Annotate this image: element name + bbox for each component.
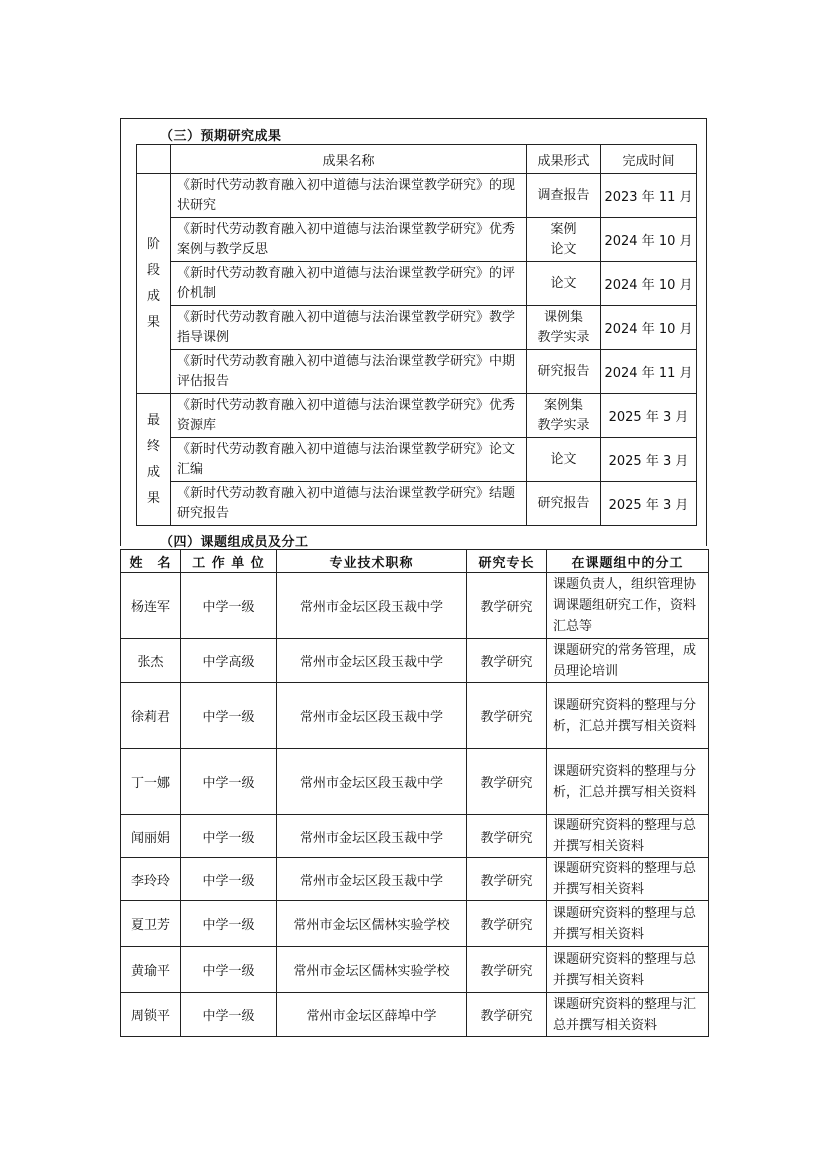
member-division: 课题研究的常务管理，成员理论培训 — [547, 639, 709, 683]
member-unit: 常州市金坛区段玉裁中学 — [277, 683, 467, 749]
member-specialty: 教学研究 — [467, 815, 547, 858]
member-unit: 常州市金坛区薛埠中学 — [277, 993, 467, 1037]
result-time: 2024 年 11 月 — [601, 350, 697, 394]
member-division: 课题研究资料的整理与总并撰写相关资料 — [547, 815, 709, 858]
results-header-cell — [137, 145, 171, 174]
member-unit: 常州市金坛区段玉裁中学 — [277, 815, 467, 858]
section3-title: （三）预期研究成果 — [160, 129, 282, 144]
member-division: 课题研究资料的整理与分析，汇总并撰写相关资料 — [547, 683, 709, 749]
member-unit: 常州市金坛区段玉裁中学 — [277, 573, 467, 639]
result-time: 2024 年 10 月 — [601, 262, 697, 306]
member-division: 课题研究资料的整理与汇总并撰写相关资料 — [547, 993, 709, 1037]
header-name: 姓 名 — [121, 550, 181, 573]
member-title: 中学一级 — [181, 573, 277, 639]
result-form: 研究报告 — [527, 482, 601, 526]
results-header-cell: 完成时间 — [601, 145, 697, 174]
member-name: 黄瑜平 — [121, 947, 181, 993]
member-specialty: 教学研究 — [467, 858, 547, 901]
results-row — [137, 306, 697, 350]
results-row — [137, 350, 697, 394]
result-form: 调查报告 — [527, 174, 601, 218]
member-specialty: 教学研究 — [467, 901, 547, 947]
results-row — [137, 218, 697, 262]
result-name: 《新时代劳动教育融入初中道德与法治课堂教学研究》中期评估报告 — [171, 350, 527, 394]
results-table — [136, 144, 697, 526]
member-name: 闻丽娟 — [121, 815, 181, 858]
result-name: 《新时代劳动教育融入初中道德与法治课堂教学研究》的现状研究 — [171, 174, 527, 218]
member-name: 李玲玲 — [121, 858, 181, 901]
result-name: 《新时代劳动教育融入初中道德与法治课堂教学研究》论文汇编 — [171, 438, 527, 482]
member-unit: 常州市金坛区段玉裁中学 — [277, 749, 467, 815]
member-row — [121, 683, 709, 749]
member-unit: 常州市金坛区儒林实验学校 — [277, 901, 467, 947]
member-title: 中学一级 — [181, 683, 277, 749]
header-unit: 专业技术职称 — [277, 550, 467, 573]
member-name: 徐莉君 — [121, 683, 181, 749]
result-form: 论文 — [527, 262, 601, 306]
member-division: 课题负责人，组织管理协调课题组研究工作，资料汇总等 — [547, 573, 709, 639]
section4-title: （四）课题组成员及分工 — [160, 535, 309, 550]
result-name: 《新时代劳动教育融入初中道德与法治课堂教学研究》结题研究报告 — [171, 482, 527, 526]
member-specialty: 教学研究 — [467, 639, 547, 683]
result-form: 课例集 教学实录 — [527, 306, 601, 350]
result-name: 《新时代劳动教育融入初中道德与法治课堂教学研究》优秀案例与教学反思 — [171, 218, 527, 262]
member-specialty: 教学研究 — [467, 573, 547, 639]
header-division: 在课题组中的分工 — [547, 550, 709, 573]
header-title: 工 作 单 位 — [181, 550, 277, 573]
result-name: 《新时代劳动教育融入初中道德与法治课堂教学研究》教学指导课例 — [171, 306, 527, 350]
results-header-cell: 成果形式 — [527, 145, 601, 174]
member-specialty: 教学研究 — [467, 683, 547, 749]
member-unit: 常州市金坛区儒林实验学校 — [277, 947, 467, 993]
member-row — [121, 901, 709, 947]
members-table — [120, 549, 709, 1037]
member-specialty: 教学研究 — [467, 993, 547, 1037]
member-name: 张杰 — [121, 639, 181, 683]
result-name: 《新时代劳动教育融入初中道德与法治课堂教学研究》优秀资源库 — [171, 394, 527, 438]
member-division: 课题研究资料的整理与分析，汇总并撰写相关资料 — [547, 749, 709, 815]
results-row — [137, 482, 697, 526]
member-division: 课题研究资料的整理与总并撰写相关资料 — [547, 901, 709, 947]
result-name: 《新时代劳动教育融入初中道德与法治课堂教学研究》的评价机制 — [171, 262, 527, 306]
member-row — [121, 947, 709, 993]
results-row — [137, 394, 697, 438]
member-name: 夏卫芳 — [121, 901, 181, 947]
member-title: 中学一级 — [181, 858, 277, 901]
members-header-row — [121, 550, 709, 573]
member-title: 中学一级 — [181, 749, 277, 815]
result-form: 案例 论文 — [527, 218, 601, 262]
member-row — [121, 815, 709, 858]
member-division: 课题研究资料的整理与总并撰写相关资料 — [547, 858, 709, 901]
results-header-row — [137, 145, 697, 174]
results-row — [137, 262, 697, 306]
member-title: 中学一级 — [181, 993, 277, 1037]
member-title: 中学一级 — [181, 901, 277, 947]
member-row — [121, 749, 709, 815]
member-title: 中学一级 — [181, 947, 277, 993]
result-form: 研究报告 — [527, 350, 601, 394]
result-time: 2025 年 3 月 — [601, 482, 697, 526]
member-division: 课题研究资料的整理与总并撰写相关资料 — [547, 947, 709, 993]
result-time: 2025 年 3 月 — [601, 438, 697, 482]
result-time: 2024 年 10 月 — [601, 218, 697, 262]
member-name: 周锁平 — [121, 993, 181, 1037]
member-specialty: 教学研究 — [467, 947, 547, 993]
member-title: 中学一级 — [181, 815, 277, 858]
member-row — [121, 573, 709, 639]
result-time: 2025 年 3 月 — [601, 394, 697, 438]
member-title: 中学高级 — [181, 639, 277, 683]
header-specialty: 研究专长 — [467, 550, 547, 573]
member-row — [121, 858, 709, 901]
member-name: 杨连军 — [121, 573, 181, 639]
results-row — [137, 438, 697, 482]
member-name: 丁一娜 — [121, 749, 181, 815]
member-row — [121, 639, 709, 683]
member-unit: 常州市金坛区段玉裁中学 — [277, 858, 467, 901]
result-group-label: 阶 段 成 果 — [137, 174, 171, 394]
result-group-label: 最 终 成 果 — [137, 394, 171, 526]
result-form: 案例集 教学实录 — [527, 394, 601, 438]
member-row — [121, 993, 709, 1037]
member-unit: 常州市金坛区段玉裁中学 — [277, 639, 467, 683]
results-row — [137, 174, 697, 218]
result-time: 2023 年 11 月 — [601, 174, 697, 218]
result-form: 论文 — [527, 438, 601, 482]
member-specialty: 教学研究 — [467, 749, 547, 815]
results-header-cell: 成果名称 — [171, 145, 527, 174]
result-time: 2024 年 10 月 — [601, 306, 697, 350]
